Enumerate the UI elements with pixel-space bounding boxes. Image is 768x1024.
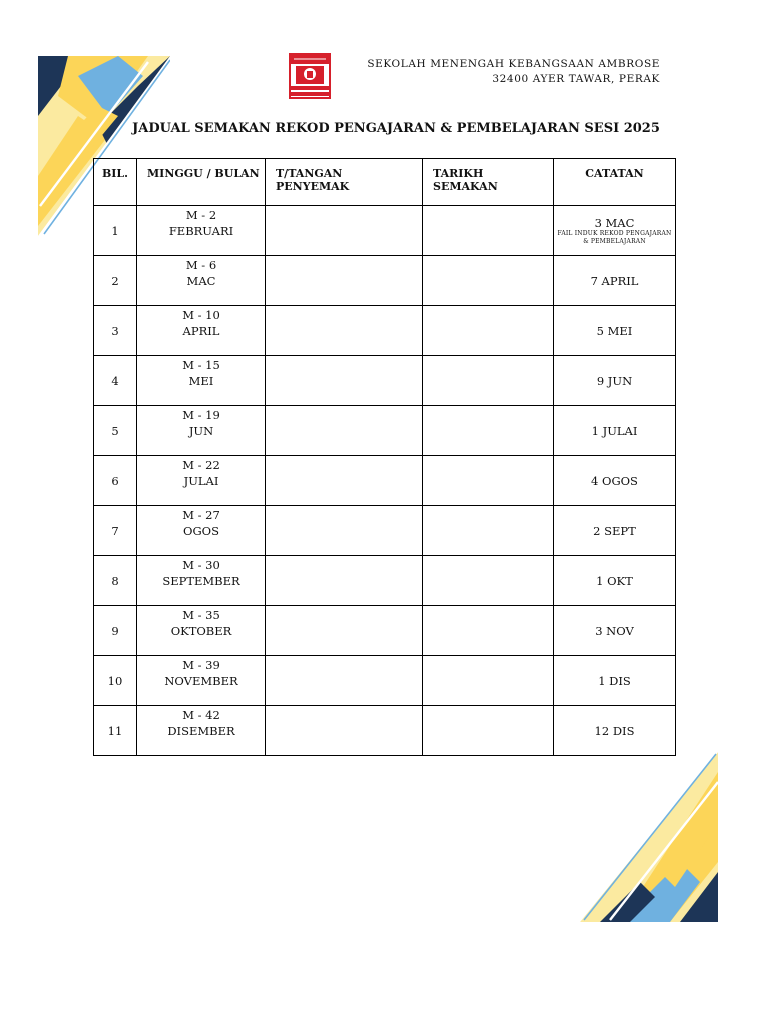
column-header-tarikh: TARIKH SEMAKAN xyxy=(423,159,554,206)
table-row xyxy=(94,506,676,556)
table-row xyxy=(94,656,676,706)
cell-tarikh-semakan[interactable] xyxy=(423,706,554,756)
cell-minggu-bulan xyxy=(137,656,266,706)
catatan-value: 3 NOV xyxy=(595,623,634,638)
month-label: OKTOBER xyxy=(170,624,232,638)
table-row xyxy=(94,256,676,306)
cell-tandatangan[interactable] xyxy=(266,556,423,606)
schedule-table xyxy=(93,158,676,756)
cell-bil: 2 xyxy=(94,256,137,306)
cell-catatan xyxy=(554,306,676,356)
week-label: M - 39 xyxy=(182,658,220,672)
cell-catatan xyxy=(554,656,676,706)
cell-catatan xyxy=(554,556,676,606)
catatan-value: 4 OGOS xyxy=(591,473,638,488)
cell-minggu-bulan xyxy=(137,306,266,356)
cell-catatan xyxy=(554,256,676,306)
table-row xyxy=(94,606,676,656)
table-row xyxy=(94,356,676,406)
table-row xyxy=(94,456,676,506)
week-label: M - 22 xyxy=(182,458,220,472)
cell-tandatangan[interactable] xyxy=(266,356,423,406)
catatan-value: 5 MEI xyxy=(596,323,633,338)
cell-minggu-bulan xyxy=(137,206,266,256)
cell-tandatangan[interactable] xyxy=(266,656,423,706)
week-label: M - 6 xyxy=(185,258,217,272)
cell-tandatangan[interactable] xyxy=(266,606,423,656)
cell-tarikh-semakan[interactable] xyxy=(423,406,554,456)
cell-bil: 11 xyxy=(94,706,137,756)
catatan-value: 1 DIS xyxy=(598,673,631,688)
table-row xyxy=(94,556,676,606)
cell-bil: 8 xyxy=(94,556,137,606)
cell-catatan xyxy=(554,356,676,406)
cell-tandatangan[interactable] xyxy=(266,306,423,356)
table-row xyxy=(94,406,676,456)
catatan-value: 7 APRIL xyxy=(590,273,639,288)
catatan-value: 1 JULAI xyxy=(591,423,638,438)
table-row xyxy=(94,706,676,756)
cell-tandatangan[interactable] xyxy=(266,706,423,756)
cell-tarikh-semakan[interactable] xyxy=(423,606,554,656)
cell-tarikh-semakan[interactable] xyxy=(423,656,554,706)
cell-catatan xyxy=(554,456,676,506)
catatan-value: 12 DIS xyxy=(594,723,635,738)
cell-tandatangan[interactable] xyxy=(266,256,423,306)
week-label: M - 42 xyxy=(182,708,220,722)
school-name: SEKOLAH MENENGAH KEBANGSAAN AMBROSE xyxy=(367,58,660,70)
month-label: NOVEMBER xyxy=(164,674,238,688)
week-label: M - 10 xyxy=(182,308,220,322)
cell-tarikh-semakan[interactable] xyxy=(423,356,554,406)
cell-tarikh-semakan[interactable] xyxy=(423,206,554,256)
cell-catatan xyxy=(554,506,676,556)
cell-minggu-bulan xyxy=(137,606,266,656)
month-label: JULAI xyxy=(183,474,219,488)
month-label: SEPTEMBER xyxy=(162,574,240,588)
week-label: M - 15 xyxy=(182,358,220,372)
cell-minggu-bulan xyxy=(137,406,266,456)
week-label: M - 27 xyxy=(182,508,220,522)
week-label: M - 2 xyxy=(185,208,217,222)
column-header-minggu: MINGGU / BULAN xyxy=(137,159,266,206)
catatan-value: 1 OKT xyxy=(596,573,633,588)
cell-bil: 6 xyxy=(94,456,137,506)
cell-tandatangan[interactable] xyxy=(266,506,423,556)
cell-catatan xyxy=(554,206,676,256)
month-label: JUN xyxy=(188,424,214,438)
week-label: M - 19 xyxy=(182,408,220,422)
catatan-note: FAIL INDUK REKOD PENGAJARAN & PEMBELAJARAN xyxy=(557,229,672,245)
cell-minggu-bulan xyxy=(137,556,266,606)
cell-catatan xyxy=(554,606,676,656)
cell-tandatangan[interactable] xyxy=(266,206,423,256)
cell-tandatangan[interactable] xyxy=(266,456,423,506)
cell-bil: 7 xyxy=(94,506,137,556)
cell-bil: 5 xyxy=(94,406,137,456)
cell-minggu-bulan xyxy=(137,456,266,506)
cell-minggu-bulan xyxy=(137,706,266,756)
cell-bil: 9 xyxy=(94,606,137,656)
table-header-row xyxy=(94,159,676,206)
table-row xyxy=(94,306,676,356)
school-address: 32400 AYER TAWAR, PERAK xyxy=(492,73,660,85)
school-crest-icon xyxy=(286,52,334,100)
week-label: M - 35 xyxy=(182,608,220,622)
column-header-catatan: CATATAN xyxy=(554,159,676,206)
month-label: OGOS xyxy=(183,524,219,538)
cell-tarikh-semakan[interactable] xyxy=(423,556,554,606)
month-label: MEI xyxy=(188,374,214,388)
month-label: DISEMBER xyxy=(167,724,235,738)
column-header-tandatangan: T/TANGAN PENYEMAK xyxy=(266,159,423,206)
school-info xyxy=(367,57,660,87)
catatan-value: 2 SEPT xyxy=(593,523,636,538)
cell-bil: 10 xyxy=(94,656,137,706)
month-label: FEBRUARI xyxy=(168,224,234,238)
catatan-value: 3 MAC xyxy=(594,215,635,230)
cell-minggu-bulan xyxy=(137,506,266,556)
cell-bil: 3 xyxy=(94,306,137,356)
table-row xyxy=(94,206,676,256)
cell-bil: 1 xyxy=(94,206,137,256)
cell-bil: 4 xyxy=(94,356,137,406)
cell-catatan xyxy=(554,706,676,756)
page-title: JADUAL SEMAKAN REKOD PENGAJARAN & PEMBELAJARAN SESI 2025 xyxy=(132,121,660,136)
catatan-value: 9 JUN xyxy=(596,373,633,388)
cell-minggu-bulan xyxy=(137,256,266,306)
cell-catatan xyxy=(554,406,676,456)
decorative-stripes-bottom-right xyxy=(580,752,718,922)
cell-tandatangan[interactable] xyxy=(266,406,423,456)
cell-tarikh-semakan[interactable] xyxy=(423,256,554,306)
cell-tarikh-semakan[interactable] xyxy=(423,456,554,506)
week-label: M - 30 xyxy=(182,558,220,572)
cell-minggu-bulan xyxy=(137,356,266,406)
column-header-bil: BIL. xyxy=(94,159,137,206)
cell-tarikh-semakan[interactable] xyxy=(423,506,554,556)
month-label: APRIL xyxy=(182,324,220,338)
cell-tarikh-semakan[interactable] xyxy=(423,306,554,356)
month-label: MAC xyxy=(186,274,216,288)
